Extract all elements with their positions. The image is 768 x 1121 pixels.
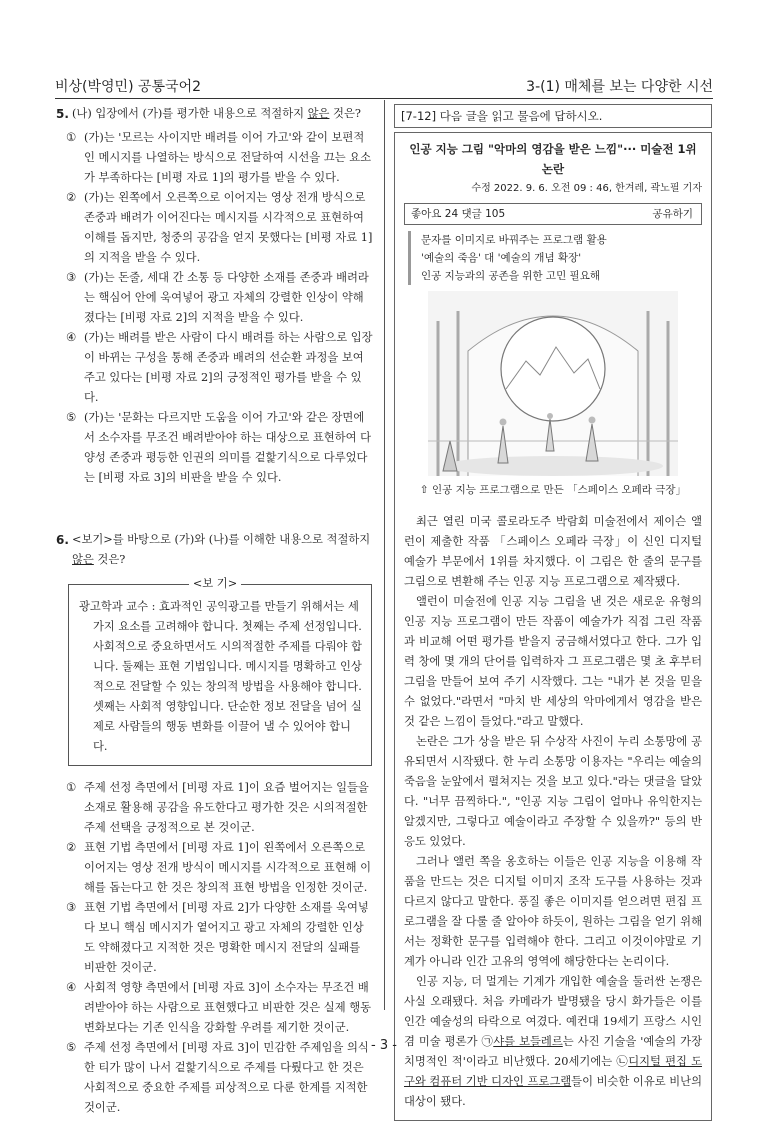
option-4[interactable]	[66, 328, 374, 408]
option-marker: ②	[66, 841, 77, 854]
stem-text-end: 것은?	[329, 107, 361, 120]
subhead-line: '예술의 죽음' 대 '예술의 개념 확장'	[421, 252, 582, 264]
question-number: 5.	[56, 107, 69, 121]
option-text: 표현 기법 측면에서 [비평 자료 1]이 왼쪽에서 오른쪽으로 이어지는 영상 전개 방식이 메시지를 시각적으로 표현해 이해를 돕는다고 한 것은 창의적 표현 방법을 인정한 것이군.	[84, 841, 372, 894]
option-text: (가)는 '모르는 사이지만 배려를 이어 가고'와 같이 보편적인 메시지를 나열하는 방식으로 전달하여 시선을 끄는 요소가 부족하다는 [비평 자료 1]의 평가를 받을 수 있다.	[84, 131, 372, 184]
option-2[interactable]	[66, 838, 374, 898]
article-body	[404, 512, 702, 1112]
option-text: 사회적 영향 측면에서 [비평 자료 3]이 소수자는 무조건 배려받아야 하는 사람으로 표현했다고 비판한 것은 실제 행동 변화보다는 기존 인식을 강화할 우려를 제기한 것이군.	[84, 981, 372, 1034]
option-marker: ①	[66, 131, 77, 144]
article-subheads	[408, 231, 702, 285]
option-text: (가)는 왼쪽에서 오른쪽으로 이어지는 영상 전개 방식으로 존중과 배려가 이어진다는 메시지를 시각적으로 표현하여 이해를 돕지만, 청중의 공감을 얻지 못했다는 [비평 자료 1]의 지적을 받을 수 있다.	[84, 191, 373, 264]
passage-instruction: [7-12] 다음 글을 읽고 물음에 답하시오.	[394, 104, 712, 128]
reaction-bar	[404, 203, 702, 225]
share-button[interactable]: 공유하기	[652, 208, 693, 220]
article-paragraph: 앨런이 미술전에 인공 지능 그림을 낸 것은 새로운 유형의 인공 지능 프로그램이 만든 작품이 예술가가 직접 그린 작품과 비교해 어떤 평가를 받을지 궁금해서였다고 한다. 그가 입력 창에 몇 개의 단어를 입력하자 그 프로그램은 몇 초 후부터 그림을 만들어 보여 주기 시작했다. 그는 "내가 본 것을 믿을 수 없었다."라면서 "마치 반 세상의 악마에게서 영감을 받은 것 같은 느낌이 들었다."라고 말했다.	[404, 595, 702, 728]
option-marker: ④	[66, 981, 77, 994]
option-3[interactable]	[66, 268, 374, 328]
question-6	[56, 530, 374, 1118]
option-marker: ⑤	[66, 411, 77, 424]
option-text: (가)는 '문화는 다르지만 도움을 이어 가고'와 같은 장면에서 소수자를 무조건 배려받아야 하는 대상으로 표현하여 다양성 존중과 평등한 인권의 의미를 겉핥기식으로 다루었다는 [비평 자료 3]의 비판을 받을 수 있다.	[84, 411, 372, 484]
stem-text-end: 것은?	[93, 553, 126, 566]
header-textbook-title: 비상(박영민) 공통국어2	[55, 79, 201, 95]
paragraph-text: 는 사진 기술을 '예술의 가장 치명적인 적'이라고 비난했다. 20세기에는	[404, 1035, 702, 1068]
stem-text: <보기>를 바탕으로 (가)와 (나)를 이해한 내용으로 적절하지	[72, 533, 371, 546]
option-1[interactable]	[66, 778, 374, 838]
column-divider	[384, 100, 385, 1010]
question-stem	[72, 530, 374, 570]
option-text: 주제 선정 측면에서 [비평 자료 3]이 민감한 주제임을 의식한 티가 많이 나서 겉핥기식으로 주제를 다뤘다고 한 것은 사회적으로 중요한 주제를 피상적으로 다룬 한계를 지적한 것이군.	[84, 1041, 369, 1114]
news-article	[394, 132, 712, 1121]
marker-a: ㉠	[481, 1035, 494, 1048]
article-paragraph: 최근 열린 미국 콜로라도주 박람회 미술전에서 제이슨 앨런이 제출한 작품 「스페이스 오페라 극장」이 신인 디지털 예술가 부문에서 1위를 차지했다. 이 그림은 한 줄의 문구를 그림으로 변환해 주는 인공 지능 프로그램으로 제작됐다.	[404, 515, 702, 588]
left-column	[56, 104, 374, 1118]
article-paragraph: 논란은 그가 상을 받은 뒤 수상작 사진이 누리 소통망에 공유되면서 시작됐다. 한 누리 소통망 이용자는 "우리는 예술의 죽음을 눈앞에서 펼쳐지는 것을 보고 있다."라는 댓글을 달았다. "너무 끔찍하다.", "인공 지능 그림이 얼마나 유익한지는 알겠지만, 그렇다고 예술이라고 주장할 수 있을까?" 등의 반응도 있었다.	[404, 735, 702, 848]
stem-underlined: 않은	[307, 107, 330, 120]
question-5	[56, 104, 374, 488]
article-paragraph: 그러나 앨런 쪽을 옹호하는 이들은 인공 지능을 이용해 작품을 만드는 것은 디지털 이미지 조작 도구를 사용하는 것과 다르지 않다고 말한다. 풍질 좋은 이미지를 얻으려면 편집 프로그램을 잘 다룰 줄 알아야 하듯이, 원하는 그림을 얻기 위해서는 정확한 문구를 입력해야 한다. 그리고 이것이야말로 기계가 아니라 인간 고유의 영역에 해당한다는 논리이다.	[404, 855, 702, 968]
question-number: 6.	[56, 533, 69, 547]
bogi-box	[68, 584, 372, 766]
option-text: 주제 선정 측면에서 [비평 자료 1]이 요즘 벌어지는 일들을 소재로 활용해 공감을 유도한다고 평가한 것은 시의적절한 주제 선택을 긍정적으로 본 것이군.	[84, 781, 369, 834]
question-stem	[72, 104, 374, 124]
ai-artwork-image	[428, 291, 678, 476]
option-marker: ③	[66, 271, 77, 284]
option-marker: ②	[66, 191, 77, 204]
stem-underlined: 않은	[72, 553, 94, 566]
option-4[interactable]	[66, 978, 374, 1038]
subhead-line: 문자를 이미지로 바꿔주는 프로그램 활용	[421, 234, 607, 246]
header-rule	[55, 98, 713, 99]
underlined-phrase-b: 디지털 편집 도구와 컴퓨터 기반 디자인 프로그램	[404, 1055, 702, 1088]
option-marker: ③	[66, 901, 77, 914]
option-text: (가)는 배려를 받은 사람이 다시 배려를 하는 사람으로 입장이 바뀌는 구성을 통해 존중과 배려의 선순환 과정을 보여 주고 있다는 [비평 자료 2]의 긍정적인 평가를 받을 수 있다.	[84, 331, 373, 404]
image-caption: ⇧ 인공 지능 프로그램으로 만든 「스페이스 오페라 극장」	[419, 484, 687, 496]
marker-b: ㉡	[616, 1055, 629, 1068]
option-text: 표현 기법 측면에서 [비평 자료 2]가 다양한 소재를 욱여넣다 보니 핵심 메시지가 옅어지고 광고 자체의 강렬한 인상도 약해졌다고 지적한 것은 명확한 메시지 전달의 실패를 비판한 것이군.	[84, 901, 369, 974]
paragraph-text: 인공 지능, 더 멀게는 기계가 개입한 예술을 둘러싼 논쟁은 사실 오래됐다. 처음 카메라가 발명됐을 당시 화가들은 이를 인간 예술성의 타락으로 여겼다. 예컨대 19세기 프랑스 시인 겸 미술 평론가	[404, 975, 702, 1048]
option-5[interactable]	[66, 408, 374, 488]
option-text: (가)는 돈줄, 세대 간 소통 등 다양한 소재를 존중과 배려라는 핵심어 안에 욱여넣어 광고 자체의 강렬한 인상이 약해졌다는 [비평 자료 2]의 지적을 받을 수 있다.	[84, 271, 369, 324]
header-unit-title: 3-(1) 매체를 보는 다양한 시선	[526, 79, 713, 95]
bogi-title-text: <보 기>	[189, 577, 241, 590]
subhead-line: 인공 지능과의 공존을 위한 고민 필요해	[421, 270, 600, 282]
article-headline: 인공 지능 그림 "악마의 영감을 받은 느낌"··· 미술전 1위 논란	[409, 142, 697, 176]
option-2[interactable]	[66, 188, 374, 268]
page-header	[55, 74, 713, 100]
likes-comments-count[interactable]: 좋아요 24 댓글 105	[411, 208, 506, 220]
option-1[interactable]	[66, 128, 374, 188]
option-marker: ④	[66, 331, 77, 344]
page-number: - 3 -	[371, 1038, 397, 1053]
bogi-text: 광고학과 교수 : 효과적인 공익광고를 만들기 위해서는 세 가지 요소를 고려해야 합니다. 첫째는 주제 선정입니다. 사회적으로 중요하면서도 시의적절한 주제를 다뤄야 합니다. 둘째는 표현 기법입니다. 메시지를 명확하고 인상적으로 전달할 수 있는 창의적 방법을 사용해야 합니다. 셋째는 사회적 영향입니다. 단순한 정보 전달을 넘어 실제로 사람들의 행동 변화를 이끌어 낼 수 있어야 합니다.	[79, 600, 362, 753]
article-byline: 수정 2022. 9. 6. 오전 09 : 46, 한겨레, 곽노필 기자	[471, 183, 702, 194]
option-marker: ①	[66, 781, 77, 794]
right-column	[394, 104, 712, 1121]
paragraph-text: 들이 비슷한 이유로 비난의 대상이 됐다.	[404, 1075, 702, 1108]
stem-text: (나) 입장에서 (가)를 평가한 내용으로 적절하지	[72, 107, 308, 120]
underlined-phrase-a: 샤를 보들레르	[493, 1035, 563, 1048]
option-marker: ⑤	[66, 1041, 77, 1054]
option-3[interactable]	[66, 898, 374, 978]
